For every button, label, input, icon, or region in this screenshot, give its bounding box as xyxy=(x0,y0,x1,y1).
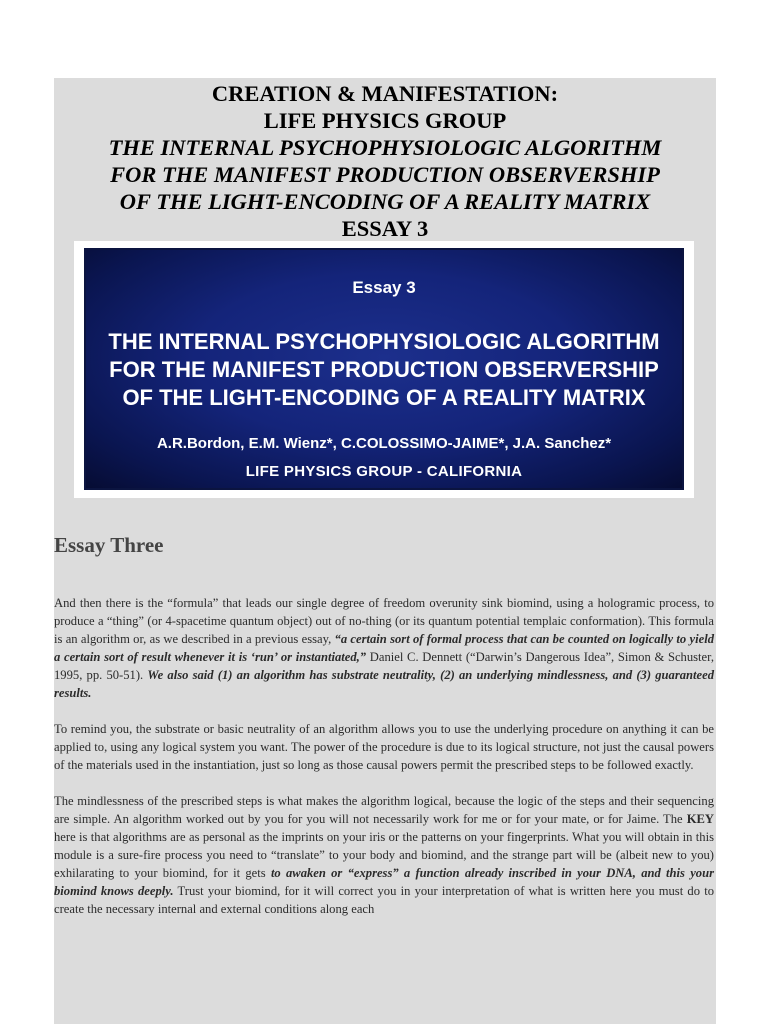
banner-title-line: THE INTERNAL PSYCHOPHYSIOLOGIC ALGORITHM xyxy=(108,329,660,354)
title-line-1: CREATION & MANIFESTATION: xyxy=(211,81,559,106)
paragraph-1 xyxy=(54,594,714,702)
banner-image-frame xyxy=(74,241,694,498)
document-title xyxy=(54,80,716,242)
banner-title-line: OF THE LIGHT-ENCODING OF A REALITY MATRIX xyxy=(122,385,646,410)
body-text xyxy=(54,594,714,936)
paragraph-2: To remind you, the substrate or basic neutrality of an algorithm allows you to use the underlying procedure on anything it can be applied to, using any logical system you want. The power of the procedure is due to its logical structure, not just the causal powers of the materials used in the instantiation, just so long as those causal powers permit the prescribed steps to be followed exactly. xyxy=(54,722,714,772)
title-line-2: LIFE PHYSICS GROUP xyxy=(263,108,507,133)
p1-citation: Daniel C. Dennett (“Darwin’s Dangerous Idea”, Simon & Schuster, 1995, pp. 50-51). xyxy=(54,650,714,682)
p1-text: And then there is the “formula” that leads our single degree of freedom overunity sink biomind, using a hologramic process, to produce a “thing” (or 4-spacetime quantum object) out of no-thing (or its quantum potential templaic conformation). This formula is an algorithm or, as we described in a previous essay, xyxy=(54,596,714,646)
title-line-3: THE INTERNAL PSYCHOPHYSIOLOGIC ALGORITHM xyxy=(108,135,662,160)
title-line-6: ESSAY 3 xyxy=(341,216,429,241)
p3-text-b: here is that algorithms are as personal as the imprints on your iris or the patterns on your fingerprints. What you will obtain in this module is a sure-fire process you need to “translate” to your body and biomind, and the strange part will be (albeit new to you) exhilarating to your biomind, for it gets xyxy=(54,830,714,880)
section-heading: Essay Three xyxy=(54,533,164,557)
p1-emphasis: We also said (1) an algorithm has substrate neutrality, (2) an underlying mindlessness, and (3) guaranteed results. xyxy=(54,668,714,700)
p3-emphasis: to awaken or “express” a function already inscribed in your DNA, and this your biomind knows deeply. xyxy=(54,866,714,898)
banner-essay-label: Essay 3 xyxy=(352,278,416,297)
banner-title-line: FOR THE MANIFEST PRODUCTION OBSERVERSHIP xyxy=(109,357,659,382)
paragraph-3 xyxy=(54,792,714,918)
banner-title xyxy=(86,328,682,412)
essay-banner-image xyxy=(84,248,684,490)
p3-text-d: Trust your biomind, for it will correct you in your interpretation of what is written here you must do to create the necessary internal and external conditions along each xyxy=(54,884,714,916)
title-line-5: OF THE LIGHT-ENCODING OF A REALITY MATRIX xyxy=(119,189,651,214)
p3-key: KEY xyxy=(686,812,714,826)
p1-quote: “a certain sort of formal process that can be counted on logically to yield a certain sort of result whenever it is ‘run’ or instantiated,” xyxy=(54,632,714,664)
banner-authors: A.R.Bordon, E.M. Wienz*, C.COLOSSIMO-JAIME*, J.A. Sanchez* xyxy=(156,435,612,452)
p3-text-a: The mindlessness of the prescribed steps is what makes the algorithm logical, because the logic of the steps and their sequencing are simple. An algorithm worked out by you for you will not necessarily work for me or for your mate, or for Jaime. The xyxy=(54,794,714,826)
title-line-4: FOR THE MANIFEST PRODUCTION OBSERVERSHIP xyxy=(110,162,660,187)
document-page xyxy=(54,78,716,1024)
banner-group: LIFE PHYSICS GROUP - CALIFORNIA xyxy=(245,463,523,480)
